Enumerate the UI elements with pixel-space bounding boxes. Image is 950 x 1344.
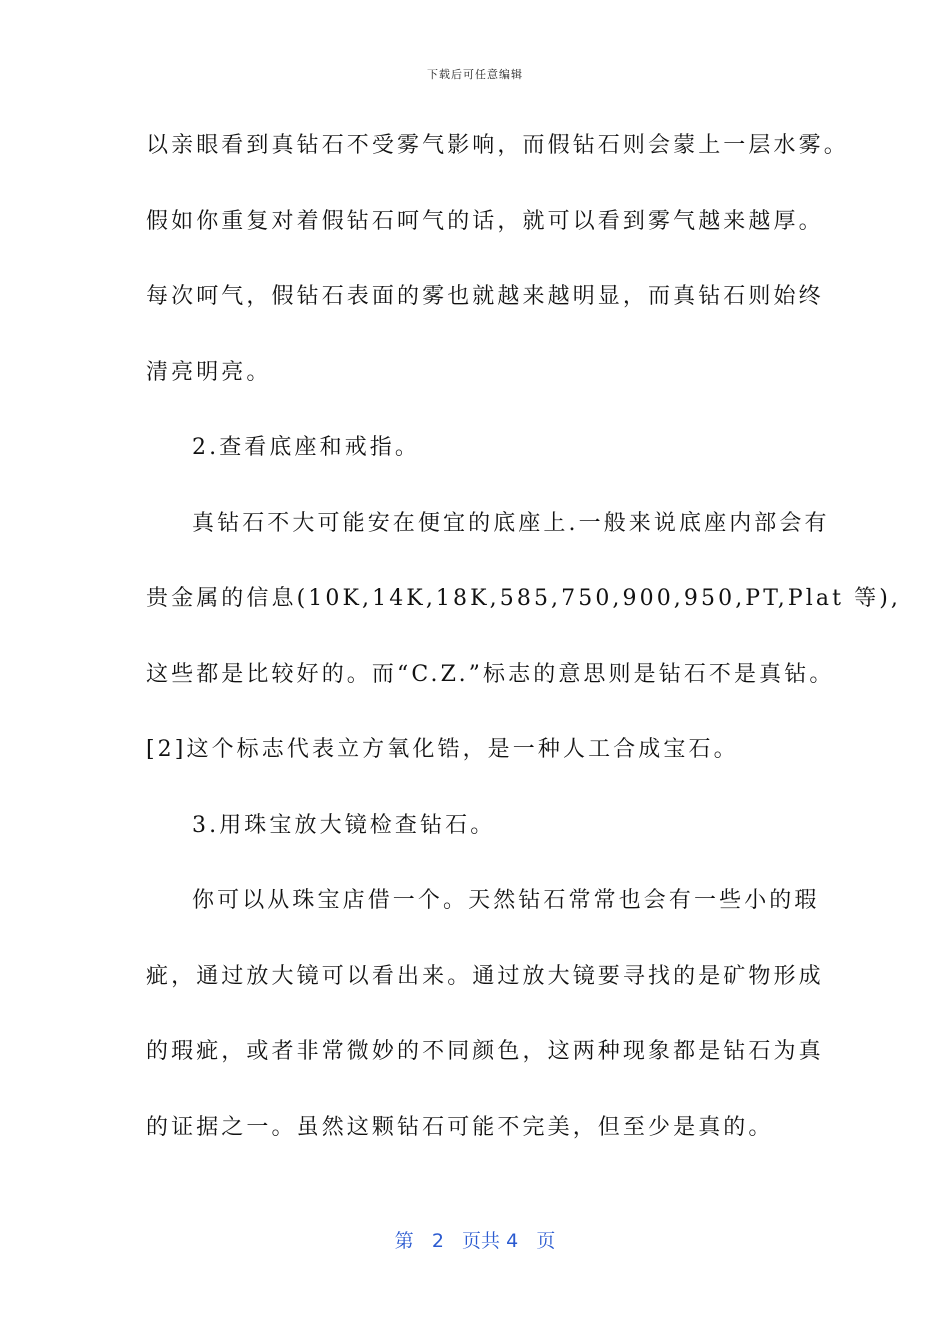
section-heading: 2.查看底座和戒指。 bbox=[192, 435, 420, 460]
body-text bbox=[146, 128, 901, 1185]
text-line: [2]这个标志代表立方氧化锆，是一种人工合成宝石。 bbox=[146, 737, 739, 762]
page-footer bbox=[0, 1226, 950, 1253]
text-line: 假如你重复对着假钻石呵气的话，就可以看到雾气越来越厚。 bbox=[146, 208, 824, 234]
text-line: 这些都是比较好的。而“C.Z.”标志的意思则是钻石不是真钻。 bbox=[146, 661, 835, 687]
text-line: 以亲眼看到真钻石不受雾气影响，而假钻石则会蒙上一层水雾。 bbox=[146, 133, 849, 158]
text-line: 你可以从珠宝店借一个。天然钻石常常也会有一些小的瑕 bbox=[192, 888, 820, 913]
text-line: 每次呵气，假钻石表面的雾也就越来越明显，而真钻石则始终 bbox=[146, 284, 824, 309]
footer-page-number: 2 bbox=[431, 1230, 444, 1252]
text-line: 贵金属的信息(10K,14K,18K,585,750,900,950,PT,Plat 等), bbox=[146, 586, 901, 611]
footer-page-suffix: 页 bbox=[536, 1230, 556, 1252]
section-heading: 3.用珠宝放大镜检查钻石。 bbox=[192, 812, 496, 838]
footer-page-total: 4 bbox=[506, 1230, 519, 1252]
footer-page-prefix: 第 bbox=[394, 1230, 414, 1252]
header-note: 下载后可任意编辑 bbox=[427, 68, 523, 81]
text-line: 疵，通过放大镜可以看出来。通过放大镜要寻找的是矿物形成 bbox=[146, 963, 824, 989]
text-line: 清亮明亮。 bbox=[146, 359, 272, 385]
footer-page-middle: 页共 bbox=[462, 1230, 501, 1252]
text-line: 的瑕疵，或者非常微妙的不同颜色，这两种现象都是钻石为真 bbox=[146, 1039, 824, 1064]
text-line: 真钻石不大可能安在便宜的底座上.一般来说底座内部会有 bbox=[192, 510, 830, 536]
text-line: 的证据之一。虽然这颗钻石可能不完美，但至少是真的。 bbox=[146, 1114, 774, 1140]
